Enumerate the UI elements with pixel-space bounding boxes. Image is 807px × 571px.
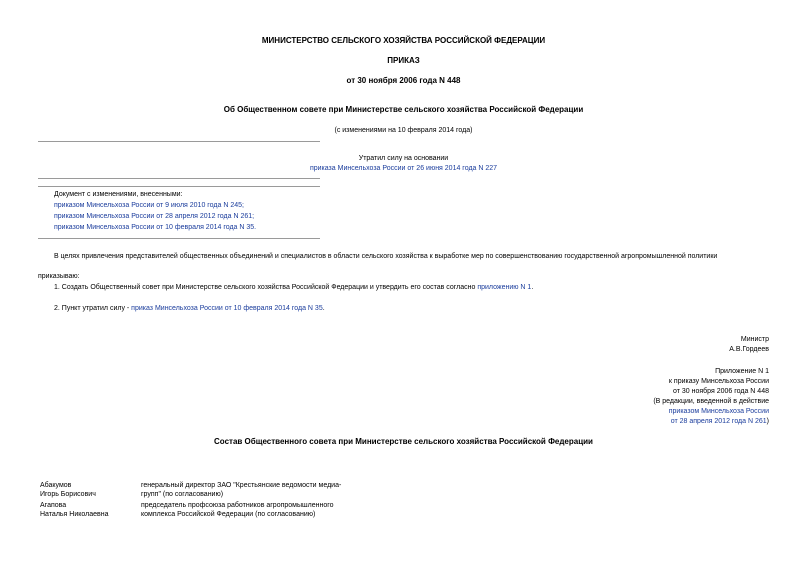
order-item-2-end: . (322, 305, 325, 312)
appendix-ref-2: от 30 ноября 2006 года N 448 (673, 388, 769, 395)
document-date-number: от 30 ноября 2006 года N 448 (346, 76, 461, 85)
edition-end: ) (766, 418, 769, 425)
appendix-edition-note: (В редакции, введенной в действие (653, 398, 769, 405)
document-title: Об Общественном совете при Министерстве сельского хозяйства Российской Федерации (223, 105, 584, 114)
document-type: ПРИКАЗ (387, 56, 420, 65)
member-name-line2: Игорь Борисович (40, 491, 96, 498)
order-item-1-text: 1. Создать Общественный совет при Министерстве сельского хозяйства Российской Федерации и утвердить его состав согласно (54, 284, 478, 291)
edition-link-line-2[interactable]: от 28 апреля 2012 года N 261 (670, 418, 767, 425)
repeal-order-link[interactable]: приказ Минсельхоза России от 10 февраля 2014 года N 35 (131, 305, 323, 312)
appendix-ref-1: к приказу Минсельхоза России (668, 378, 769, 385)
order-item-1 (54, 283, 533, 292)
order-item-2-text: 2. Пункт утратил силу - (54, 305, 132, 312)
member-name-line2: Наталья Николаевна (40, 511, 109, 518)
signature-name: А.В.Гордеев (729, 346, 769, 353)
divider (38, 178, 320, 179)
preamble: В целях привлечения представителей общественных объединений и специалистов в области сельского хозяйства к выработке мер по совершенствованию государственной агропромышленной политики (54, 253, 718, 260)
changes-intro: Документ с изменениями, внесенными: (54, 191, 183, 198)
appendix-link[interactable]: приложению N 1 (477, 284, 532, 291)
member-name-line1: Абакумов (40, 482, 72, 489)
member-role-line2: комплекса Российской Федерации (по согласованию) (141, 511, 316, 518)
amendment-note: (с изменениями на 10 февраля 2014 года) (334, 127, 473, 134)
member-role-line1: генеральный директор ЗАО "Крестьянские ведомости медиа- (141, 482, 342, 489)
order-item-1-end: . (531, 284, 534, 291)
edition-link-line-1[interactable]: приказом Минсельхоза России (668, 408, 769, 415)
change-link-2014[interactable]: приказом Минсельхоза России от 10 февраля 2014 года N 35. (54, 224, 257, 231)
repeal-link[interactable]: приказа Минсельхоза России от 26 июня 2014 года N 227 (309, 165, 498, 172)
ministry-heading: МИНИСТЕРСТВО СЕЛЬСКОГО ХОЗЯЙСТВА РОССИЙСКОЙ ФЕДЕРАЦИИ (261, 36, 546, 45)
change-link-2012[interactable]: приказом Минсельхоза России от 28 апреля 2012 года N 261; (54, 213, 255, 220)
member-name-line1: Агапова (40, 502, 67, 509)
order-word: приказываю: (38, 273, 80, 280)
change-link-2010[interactable]: приказом Минсельхоза России от 9 июля 2010 года N 245; (54, 202, 244, 209)
member-role-line2: групп" (по согласованию) (141, 491, 224, 498)
divider (38, 238, 320, 239)
appendix-title: Состав Общественного совета при Министерстве сельского хозяйства Российской Федерации (214, 437, 593, 446)
signature-position: Министр (740, 336, 769, 343)
repeal-note: Утратил силу на основании (358, 155, 449, 162)
appendix-label: Приложение N 1 (715, 368, 769, 375)
order-item-2 (54, 304, 325, 313)
member-role-line1: председатель профсоюза работников агропромышленного (141, 502, 334, 509)
divider (38, 141, 320, 142)
divider (38, 186, 320, 187)
